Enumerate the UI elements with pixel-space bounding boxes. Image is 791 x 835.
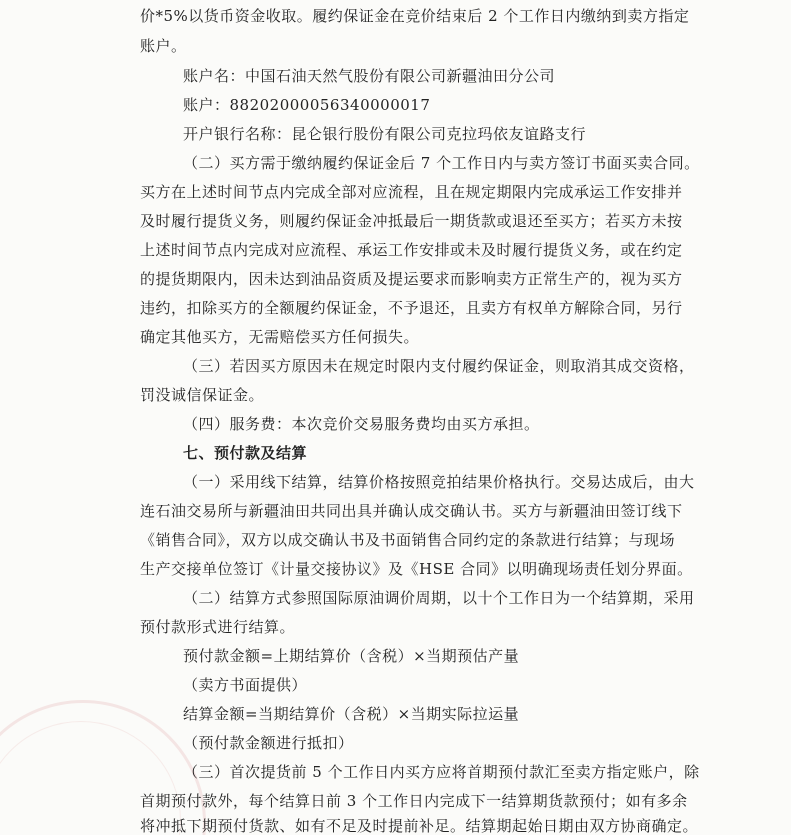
paragraph-line: （四）服务费：本次竞价交易服务费均由买方承担。 (183, 415, 540, 433)
paragraph-line: 账户。 (140, 37, 187, 55)
paragraph-line: （三）若因买方原因未在规定时限内支付履约保证金，则取消其成交资格， (183, 357, 695, 375)
paragraph-line: （二）结算方式参照国际原油调价周期，以十个工作日为一个结算期，采用 (183, 589, 695, 607)
paragraph-line: 违约，扣除买方的全额履约保证金，不予退还，且卖方有权单方解除合同，另行 (140, 299, 683, 317)
formula-line: 结算金额=当期结算价（含税）×当期实际拉运量 (183, 705, 520, 723)
bank-name-line: 开户银行名称：昆仑银行股份有限公司克拉玛依友谊路支行 (183, 125, 587, 143)
account-number-line: 账户：88202000056340000017 (183, 96, 431, 114)
paragraph-line: 及时履行提货义务，则履约保证金冲抵最后一期货款或退还至买方；若买方未按 (140, 212, 683, 230)
paragraph-line: （三）首次提货前 5 个工作日内买方应将首期预付款汇至卖方指定账户，除 (183, 763, 700, 781)
paragraph-line: 上述时间节点内完成对应流程、承运工作安排或未及时履行提货义务，或在约定 (140, 241, 683, 259)
paragraph-line: 生产交接单位签订《计量交接协议》及《HSE 合同》以明确现场责任划分界面。 (140, 560, 693, 578)
paragraph-line: 买方在上述时间节点内完成全部对应流程，且在规定期限内完成承运工作安排并 (140, 183, 683, 201)
paragraph-line: （二）买方需于缴纳履约保证金后 7 个工作日内与卖方签订书面买卖合同。 (183, 154, 700, 172)
paragraph-line: 预付款形式进行结算。 (140, 618, 296, 636)
paragraph-line: 罚没诚信保证金。 (140, 386, 265, 404)
paragraph-line: 确定其他买方，无需赔偿买方任何损失。 (140, 328, 420, 346)
formula-note: （卖方书面提供） (183, 676, 308, 694)
paragraph-line: 首期预付款外，每个结算日前 3 个工作日内完成下一结算期货款预付；如有多余 (140, 792, 688, 810)
paragraph-line: 连石油交易所与新疆油田共同出具并确认成交确认书。买方与新疆油田签订线下 (140, 502, 683, 520)
paragraph-line: 《销售合同》，双方以成交确认书及书面销售合同约定的条款进行结算；与现场 (140, 531, 676, 549)
account-name-line: 账户名：中国石油天然气股份有限公司新疆油田分公司 (183, 67, 556, 85)
paragraph-line: 的提货期限内，因未达到油品资质及提运要求而影响卖方正常生产的，视为买方 (140, 270, 683, 288)
section-heading: 七、预付款及结算 (183, 444, 308, 462)
paragraph-line: 价*5%以货币资金收取。履约保证金在竞价结束后 2 个工作日内缴纳到卖方指定 (140, 7, 690, 25)
paragraph-line: 将冲抵下期预付货款、如有不足及时提前补足。结算期起始日期由双方协商确定。 (140, 817, 699, 835)
paragraph-line: （一）采用线下结算，结算价格按照竞拍结果价格执行。交易达成后，由大 (183, 473, 695, 491)
red-seal-watermark (0, 700, 206, 835)
formula-note: （预付款金额进行抵扣） (183, 734, 354, 752)
formula-line: 预付款金额=上期结算价（含税）×当期预估产量 (183, 647, 520, 665)
